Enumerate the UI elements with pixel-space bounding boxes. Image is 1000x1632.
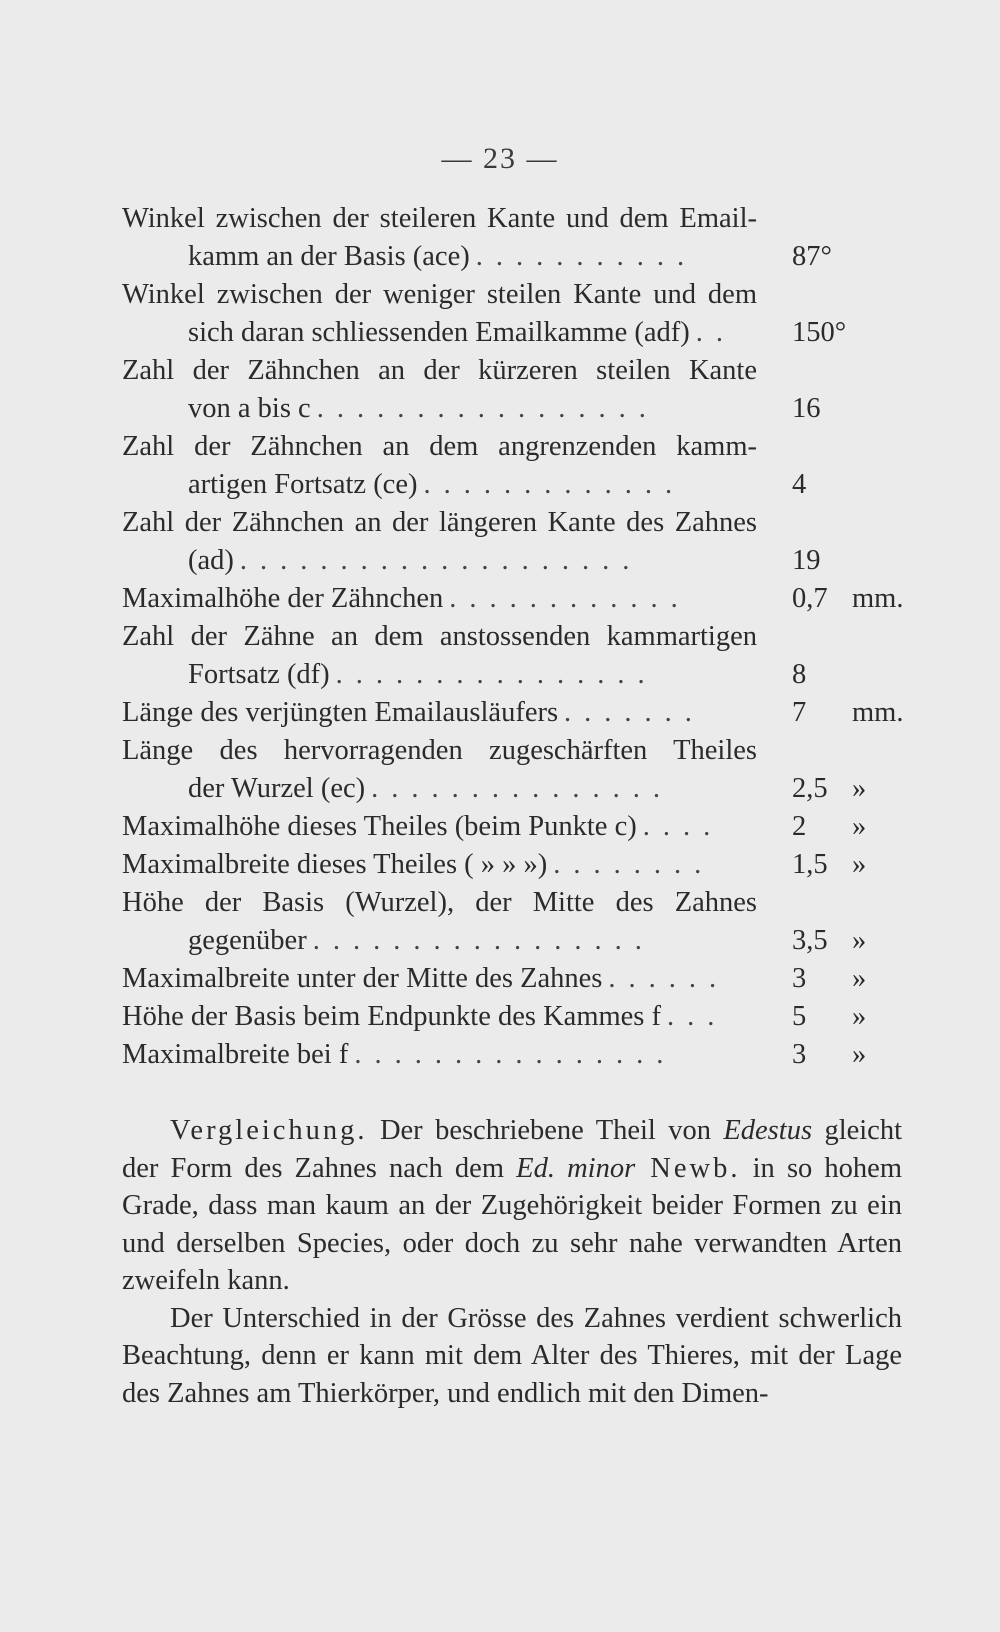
table-row-line	[122, 732, 922, 770]
measurement-table	[122, 200, 922, 1074]
row-label: von a bis c .................	[188, 390, 659, 428]
paragraph-difference: Der Unterschied in der Grösse des Zahnes verdient schwerlich Beachtung, denn er kann mit dem Alter des Thieres, mit der Lage des Zahnes am Thierkörper, und endlich mit den Dimen-	[122, 1302, 902, 1409]
row-label: Maximalbreite dieses Theiles ( » » ») ........	[122, 846, 714, 884]
row-value: 2	[792, 811, 807, 842]
dot-leader: .............	[423, 469, 686, 500]
row-value: 7	[792, 697, 807, 728]
table-row-line	[122, 618, 922, 656]
row-label: Zahl der Zähnchen an der längeren Kante des Zahnes	[122, 507, 757, 538]
row-label: Zahl der Zähne an dem anstossenden kammartigen	[122, 621, 757, 652]
row-label: sich daran schliessenden Emailkamme (adf) ..	[188, 314, 736, 352]
table-row-line	[122, 884, 922, 922]
row-value: 150°	[792, 317, 847, 348]
row-unit: »	[852, 963, 867, 994]
row-label: (ad) ....................	[188, 542, 642, 580]
section-heading: Vergleichung.	[170, 1115, 368, 1146]
row-label: Maximalhöhe der Zähnchen ............	[122, 580, 691, 618]
table-row-line	[122, 998, 922, 1036]
row-unit: »	[852, 849, 867, 880]
row-value: 87°	[792, 241, 832, 272]
table-row-line	[122, 200, 922, 238]
author-name: Newb.	[635, 1152, 741, 1184]
row-label: Maximalhöhe dieses Theiles (beim Punkte c) ....	[122, 808, 723, 846]
dot-leader: ...	[667, 1001, 728, 1032]
table-row-line	[122, 1036, 922, 1074]
row-label: Länge des verjüngten Emailausläufers .......	[122, 694, 705, 732]
row-unit: »	[852, 925, 867, 956]
table-row-line	[122, 770, 922, 808]
row-unit: »	[852, 773, 867, 804]
row-value: 4	[792, 469, 807, 500]
dot-leader: ........	[553, 849, 715, 880]
dot-leader: ....................	[239, 545, 643, 576]
row-label: Maximalbreite bei f ................	[122, 1036, 676, 1074]
row-unit: »	[852, 811, 867, 842]
paragraph-text: Der beschriebene Theil von	[367, 1115, 724, 1146]
table-row-line	[122, 504, 922, 542]
row-value: 3,5	[792, 925, 828, 956]
page-number: — 23 —	[441, 142, 559, 175]
row-label: Höhe der Basis beim Endpunkte des Kammes f ...	[122, 998, 727, 1036]
row-value: 0,7	[792, 583, 828, 614]
table-row-line	[122, 314, 922, 352]
dot-leader: .......	[564, 697, 705, 728]
table-row-line	[122, 276, 922, 314]
row-label: artigen Fortsatz (ce) .............	[188, 466, 685, 504]
paragraph-comparison	[122, 1112, 902, 1300]
table-row-line	[122, 352, 922, 390]
dot-leader: ................	[335, 659, 658, 690]
dot-leader: .................	[316, 393, 659, 424]
row-value: 2,5	[792, 773, 828, 804]
dot-leader: ..	[695, 317, 736, 348]
row-label: gegenüber .................	[188, 922, 655, 960]
row-label: kamm an der Basis (ace) ...........	[188, 238, 697, 276]
dot-leader: ...............	[371, 773, 673, 804]
row-label: Maximalbreite unter der Mitte des Zahnes ......	[122, 960, 729, 998]
row-label: Höhe der Basis (Wurzel), der Mitte des Zahnes	[122, 887, 757, 918]
row-label: Winkel zwischen der weniger steilen Kante und dem	[122, 279, 757, 310]
table-row-line	[122, 694, 922, 732]
row-label: Winkel zwischen der steileren Kante und dem Email-	[122, 203, 757, 234]
table-row-line	[122, 808, 922, 846]
table-row-line	[122, 542, 922, 580]
prose-section	[122, 1112, 902, 1412]
species-name: Ed. minor	[516, 1152, 636, 1184]
row-value: 3	[792, 1039, 807, 1070]
row-label: der Wurzel (ec) ...............	[188, 770, 673, 808]
row-value: 8	[792, 659, 807, 690]
row-value: 19	[792, 545, 821, 576]
paragraph-text: in so hohem Grade, dass man kaum an der Zugehörigkeit beider Formen zu ein und derselben Species, oder doch zu sehr nahe verwandten Arten zweifeln kann.	[122, 1152, 902, 1296]
paragraph-text: gleicht der Form des Zahnes nach dem	[122, 1115, 902, 1184]
dot-leader: ............	[449, 583, 691, 614]
table-row-line	[122, 846, 922, 884]
table-row-line	[122, 390, 922, 428]
row-label: Länge des hervorragenden zugeschärften Theiles	[122, 735, 757, 766]
row-value: 16	[792, 393, 821, 424]
dot-leader: ...........	[475, 241, 698, 272]
table-row-line	[122, 238, 922, 276]
row-label: Zahl der Zähnchen an dem angrenzenden kamm-	[122, 431, 757, 462]
row-value: 1,5	[792, 849, 828, 880]
row-unit: mm.	[852, 583, 904, 614]
dot-leader: ................	[354, 1039, 677, 1070]
row-label: Fortsatz (df) ................	[188, 656, 658, 694]
row-value: 5	[792, 1001, 807, 1032]
dot-leader: ......	[608, 963, 730, 994]
table-row-line	[122, 960, 922, 998]
table-row-line	[122, 428, 922, 466]
dot-leader: .................	[312, 925, 655, 956]
table-row-line	[122, 466, 922, 504]
genus-name: Edestus	[723, 1115, 813, 1146]
row-unit: mm.	[852, 697, 904, 728]
row-value: 3	[792, 963, 807, 994]
table-row-line	[122, 656, 922, 694]
dot-leader: ....	[642, 811, 724, 842]
table-row-line	[122, 580, 922, 618]
table-row-line	[122, 922, 922, 960]
row-unit: »	[852, 1001, 867, 1032]
row-label: Zahl der Zähnchen an der kürzeren steilen Kante	[122, 355, 757, 386]
row-unit: »	[852, 1039, 867, 1070]
